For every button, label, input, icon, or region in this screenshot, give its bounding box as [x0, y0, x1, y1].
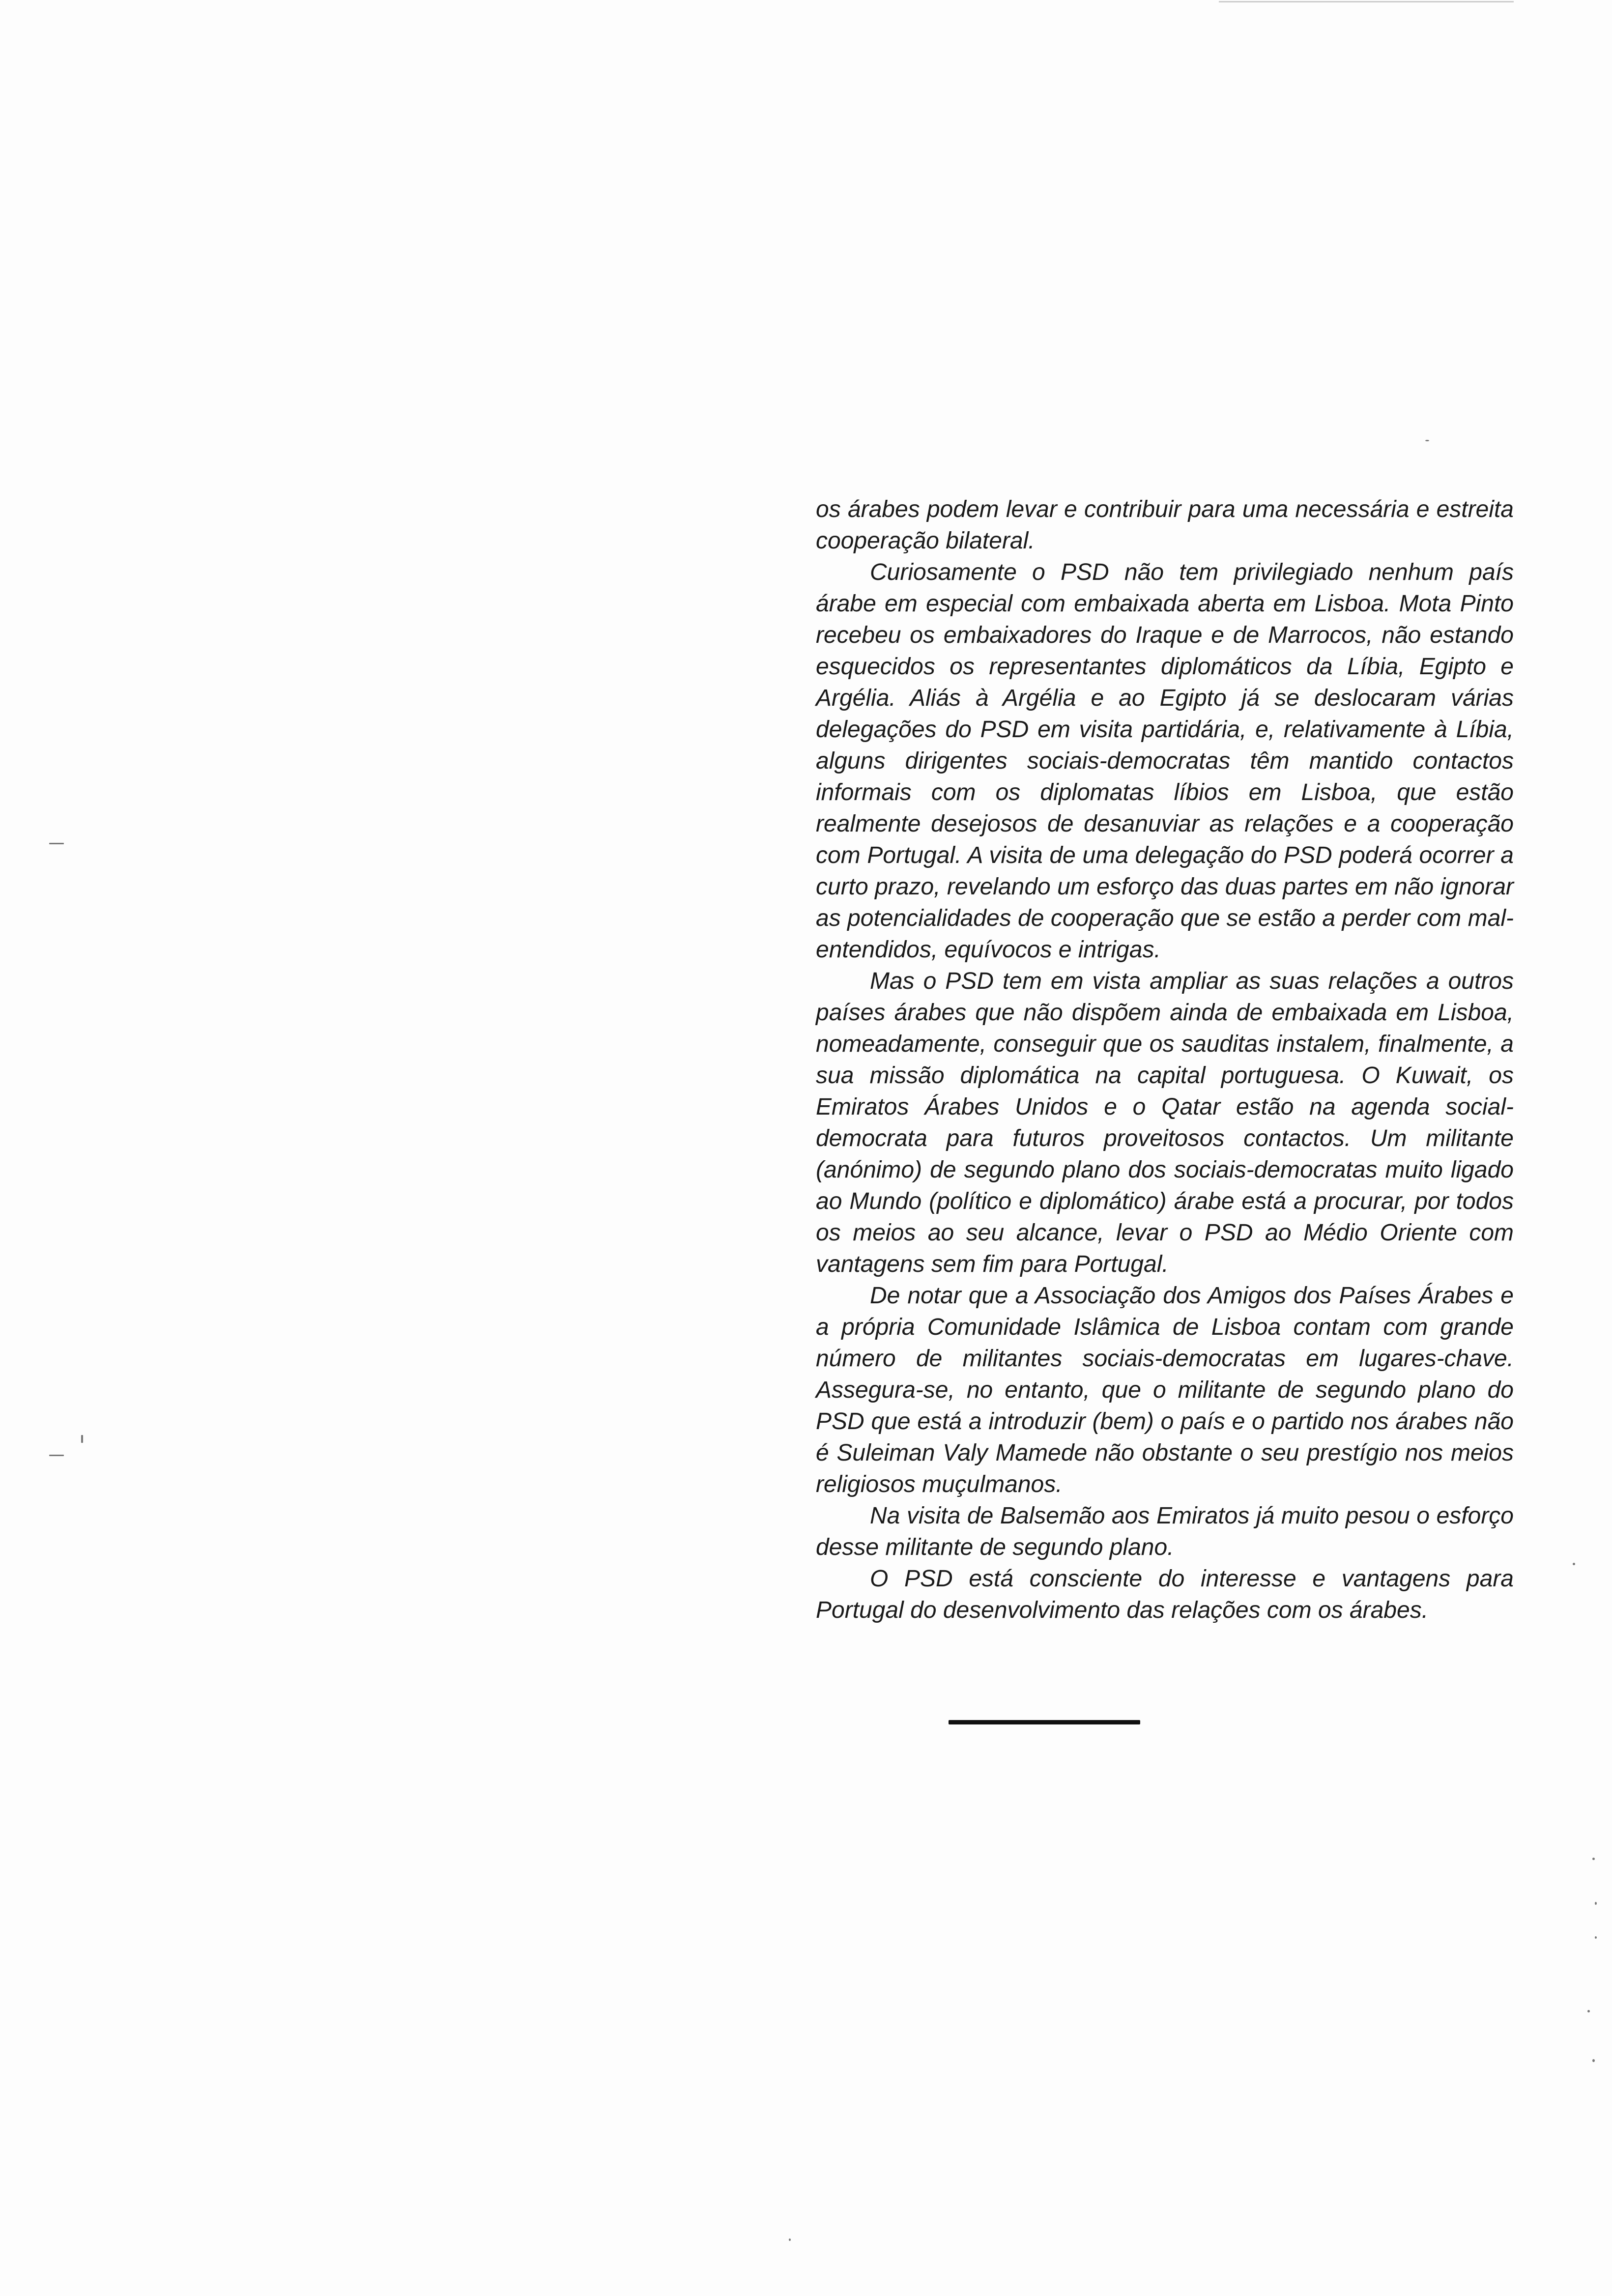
- scan-speck: [1587, 2010, 1590, 2012]
- scan-speck: [1595, 1902, 1597, 1905]
- article-paragraph: O PSD está consciente do interesse e vantagens para Portugal do desenvolvimento das relações com os árabes.: [816, 1566, 1514, 1623]
- article-paragraph: Mas o PSD tem em vista ampliar as suas relações a outros países árabes que não dispõem ainda de embaixada em Lisboa, nomeadamente, conseguir que os sauditas instalem, finalmente, a sua missão diplomática na capital portuguesa. O Kuwait, os Emiratos Árabes Unidos e o Qatar estão na agenda social-democrata para futuros proveitosos contactos. Um militante (anónimo) de segundo plano dos sociais-democratas muito ligado ao Mundo (político e diplomático) árabe está a procurar, por todos os meios ao seu alcance, levar o PSD ao Médio Oriente com vantagens sem fim para Portugal.: [816, 968, 1514, 1277]
- scan-speck: [81, 1435, 83, 1443]
- scan-speck: [1592, 1858, 1595, 1860]
- scan-speck: [1573, 1563, 1575, 1565]
- scan-speck: [1595, 1936, 1597, 1939]
- article-column: [816, 494, 1514, 1626]
- scan-speck: [789, 2239, 791, 2241]
- article-paragraph: De notar que a Associação dos Amigos dos Países Árabes e a própria Comunidade Islâmica de Lisboa contam com grande número de militantes sociais-democratas em lugares-chave. Assegura-se, no entanto, que o militante de segundo plano do PSD que está a introduzir (bem) o país e o partido nos árabes não é Suleiman Valy Mamede não obstante o seu prestígio nos meios religiosos muçulmanos.: [816, 1283, 1514, 1497]
- scan-speck: [1592, 2059, 1595, 2062]
- top-edge-mark: [1219, 1, 1514, 2]
- article-paragraph: Curiosamente o PSD não tem privilegiado nenhum país árabe em especial com embaixada aberta em Lisboa. Mota Pinto recebeu os embaixadores do Iraque e de Marrocos, não estando esquecidos os representantes diplomáticos da Líbia, Egipto e Argélia. Aliás à Argélia e ao Egipto já se deslocaram várias delegações do PSD em visita partidária, e, relativamente à Líbia, alguns dirigentes sociais-democratas têm mantido contactos informais com os diplomatas líbios em Lisboa, que estão realmente desejosos de desanuviar as relações e a cooperação com Portugal. A visita de uma delegação do PSD poderá ocorrer a curto prazo, revelando um esforço das duas partes em não ignorar as potencialidades de cooperação que se estão a perder com mal-entendidos, equívocos e intrigas.: [816, 559, 1514, 963]
- article-paragraph: os árabes podem levar e contribuir para uma necessária e estreita cooperação bilateral.: [816, 496, 1514, 554]
- end-rule: [949, 1720, 1140, 1724]
- scan-speck: [49, 1455, 64, 1456]
- article-paragraph: Na visita de Balsemão aos Emiratos já muito pesou o esforço desse militante de segundo plano.: [816, 1503, 1514, 1560]
- scan-speck: [49, 843, 64, 844]
- scan-speck: [1425, 440, 1429, 441]
